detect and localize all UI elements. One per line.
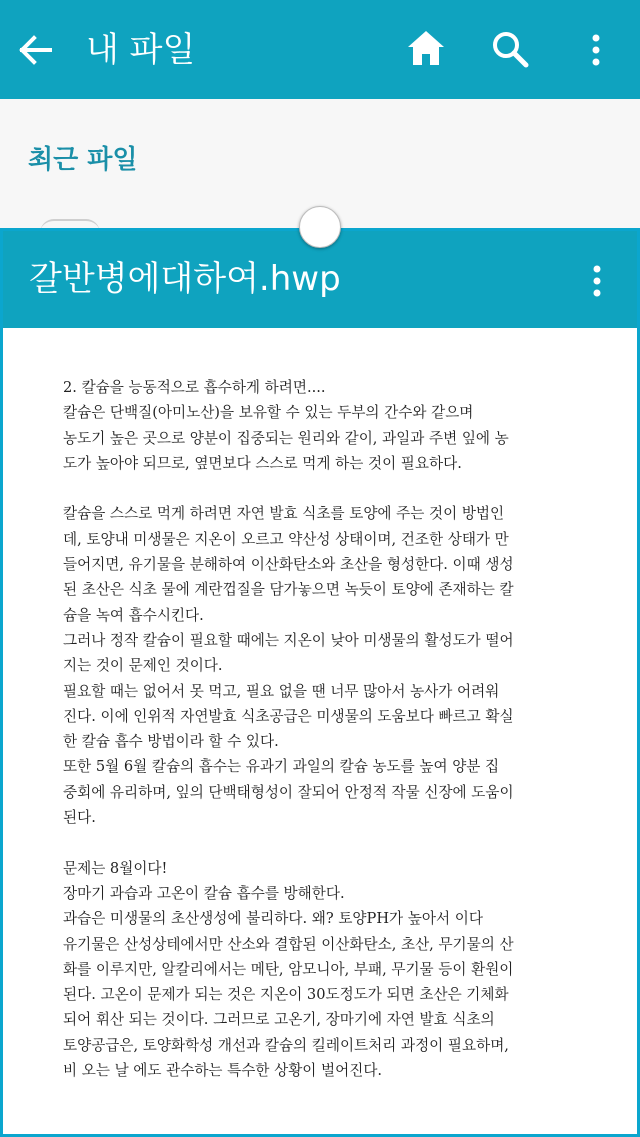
document-line: 그러나 정작 칼슘이 필요할 때에는 지온이 낮아 미생물의 활성도가 떨어 <box>63 631 514 649</box>
document-line: 한 칼슘 흡수 방법이라 할 수 있다. <box>63 733 279 751</box>
app-bar <box>0 0 640 99</box>
document-body <box>63 375 583 1083</box>
document-line: 유기물은 산성상테에서만 산소와 결합된 이산화탄소, 초산, 무기물의 산 <box>63 935 514 953</box>
document-line: 비 오는 날 에도 관수하는 특수한 상황이 벌어진다. <box>63 1062 383 1080</box>
document-line: 중회에 유리하며, 잎의 단백태형성이 잘되어 안정적 작물 신장에 도움이 <box>63 783 514 801</box>
drag-handle[interactable] <box>299 206 341 248</box>
document-line: 장마기 과습과 고온이 칼슘 흡수를 방해한다. <box>63 884 345 902</box>
page-title: 내 파일 <box>86 30 196 70</box>
document-line: 되어 휘산 되는 것이다. 그러므로 고온기, 장마기에 자연 발효 식초의 <box>63 1011 495 1029</box>
document-line: 화를 이루지만, 알칼리에서는 메탄, 암모니아, 부패, 무기물 등이 환원이 <box>63 960 514 978</box>
document-line: 또한 5월 6월 칼슘의 흡수는 유과기 과일의 칼슘 농도를 높여 양분 집 <box>63 758 500 776</box>
document-line: 된다. <box>63 809 96 827</box>
document-line: 토양공급은, 토양화학성 개선과 칼슘의 킬레이트처리 과정이 필요하며, <box>63 1036 509 1054</box>
recent-files-label: 최근 파일 <box>28 145 138 175</box>
document-line: 2. 칼슘을 능동적으로 흡수하게 하려면.... <box>63 379 326 396</box>
document-line: 지는 것이 문제인 것이다. <box>63 657 223 675</box>
preview-more-options-icon[interactable] <box>581 261 613 301</box>
document-line: 데, 토양내 미생물은 지온이 오르고 약산성 상태이며, 건조한 상태가 만 <box>63 530 509 548</box>
document-line: 칼슘을 스스로 먹게 하려면 자연 발효 식초를 토양에 주는 것이 방법인 <box>63 505 505 523</box>
document-line: 칼슘은 단백질(아미노산)을 보유할 수 있는 두부의 간수와 같으며 <box>63 404 474 422</box>
back-arrow-icon[interactable] <box>14 30 54 70</box>
document-line: 들어지면, 유기물을 분해하여 이산화탄소와 초산을 형성한다. 이때 생성 <box>63 556 514 574</box>
document-line: 필요할 때는 없어서 못 먹고, 필요 없을 땐 너무 많아서 농사가 어려워 <box>63 682 500 700</box>
blank-line <box>63 830 583 855</box>
document-line: 진다. 이에 인위적 자연발효 식초공급은 미생물의 도움보다 빠르고 확실 <box>63 707 514 725</box>
preview-filename: 갈반병에대하여.hwp <box>29 259 341 299</box>
more-options-icon[interactable] <box>580 30 612 70</box>
document-line: 과습은 미생물의 초산생성에 불리하다. 왜? 토양PH가 높아서 이다 <box>63 910 483 928</box>
document-line: 도가 높아야 되므로, 옆면보다 스스로 먹게 하는 것이 필요하다. <box>63 454 462 472</box>
home-icon[interactable] <box>404 27 448 71</box>
document-line: 슘을 녹여 흡수시킨다. <box>63 606 204 624</box>
search-icon[interactable] <box>490 29 530 69</box>
document-line: 된다. 고온이 문제가 되는 것은 지온이 30도정도가 되면 초산은 기체화 <box>63 986 509 1004</box>
document-line: 문제는 8월이다! <box>63 859 168 877</box>
document-line: 농도기 높은 곳으로 양분이 집중되는 원리와 같이, 과일과 주변 잎에 농 <box>63 429 509 447</box>
document-line: 된 초산은 식초 물에 계란껍질을 담가놓으면 녹듯이 토양에 존재하는 칼 <box>63 581 514 599</box>
blank-line <box>63 476 583 501</box>
